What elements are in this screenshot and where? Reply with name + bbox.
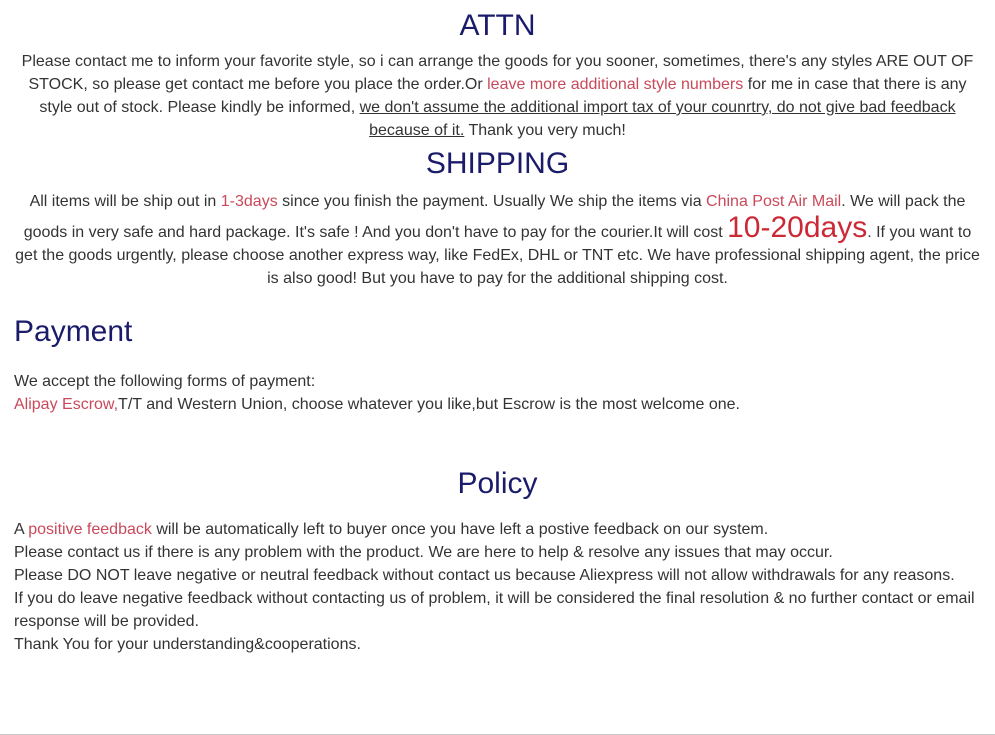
attn-text-intro: Please contact me to inform your favorite style, so i can arrange the goods for you sooner, sometimes, there's any styles ARE OUT OF STOCK, so please get contact me before you place the order.Or [21,53,974,93]
attn-section [14,8,981,142]
policy-line-no-negative: Please DO NOT leave negative or neutral feedback without contact us because Aliexpress will not allow withdrawals for any reasons. [14,567,955,584]
payment-method-red: Alipay Escrow, [14,396,119,413]
policy-line-thanks: Thank You for your understanding&cooperations. [14,636,361,653]
attn-text-underlined-warning: we don't assume the additional import tax of your counrtry, do not give bad feedback because of it. [359,99,956,139]
policy-line-feedback [14,518,981,541]
attn-text-red-highlight: leave more additional style numbers [487,76,744,93]
shipping-days-red: 1-3days [220,193,278,210]
shipping-text-3: . We will pack the goods in very safe and hard package. It's safe ! And you don't have to pay for the courier.It will cost [23,193,966,241]
policy-text-pre: A [14,521,29,538]
shipping-text-2: since you finish the payment. Usually We ship the items via [277,193,707,210]
policy-positive-feedback-red: positive feedback [28,521,152,538]
policy-line-contact: Please contact us if there is any problem with the product. We are here to help & resolve any issues that may occur. [14,544,833,561]
shipping-paragraph [14,190,981,290]
attn-paragraph [14,50,981,142]
policy-title: Policy [457,467,538,500]
attn-text-end: Thank you very much! [464,122,626,139]
payment-line-intro: We accept the following forms of payment: [14,373,316,390]
policy-line-final-resolution: If you do leave negative feedback without contacting us of problem, it will be considered the final resolution & no further contact or email response will be provided. [14,590,975,630]
shipping-text-4: . If you want to get the goods urgently, please choose another express way, like FedEx, DHL or TNT etc. We have professional shipping agent, the price is also good! But you have to pay for the additional shipping cost. [15,224,980,287]
shipping-section [14,146,981,290]
payment-method-rest: T/T and Western Union, choose whatever you like,but Escrow is the most welcome one. [118,396,740,413]
payment-line-methods [14,393,981,416]
policy-text-rest: will be automatically left to buyer once you have left a postive feedback on our system. [151,521,769,538]
attn-text-mid: for me in case that there is any style out of stock. Please kindly be informed, [39,76,967,116]
shipping-title: SHIPPING [425,147,570,180]
policy-section [14,466,981,656]
shipping-carrier-red: China Post Air Mail [706,193,842,210]
payment-title: Payment [14,315,133,348]
shipping-duration-big-red: 10-20days [727,211,868,244]
payment-section [14,314,981,416]
attn-title: ATTN [459,9,536,42]
shipping-text-1: All items will be ship out in [29,193,221,210]
